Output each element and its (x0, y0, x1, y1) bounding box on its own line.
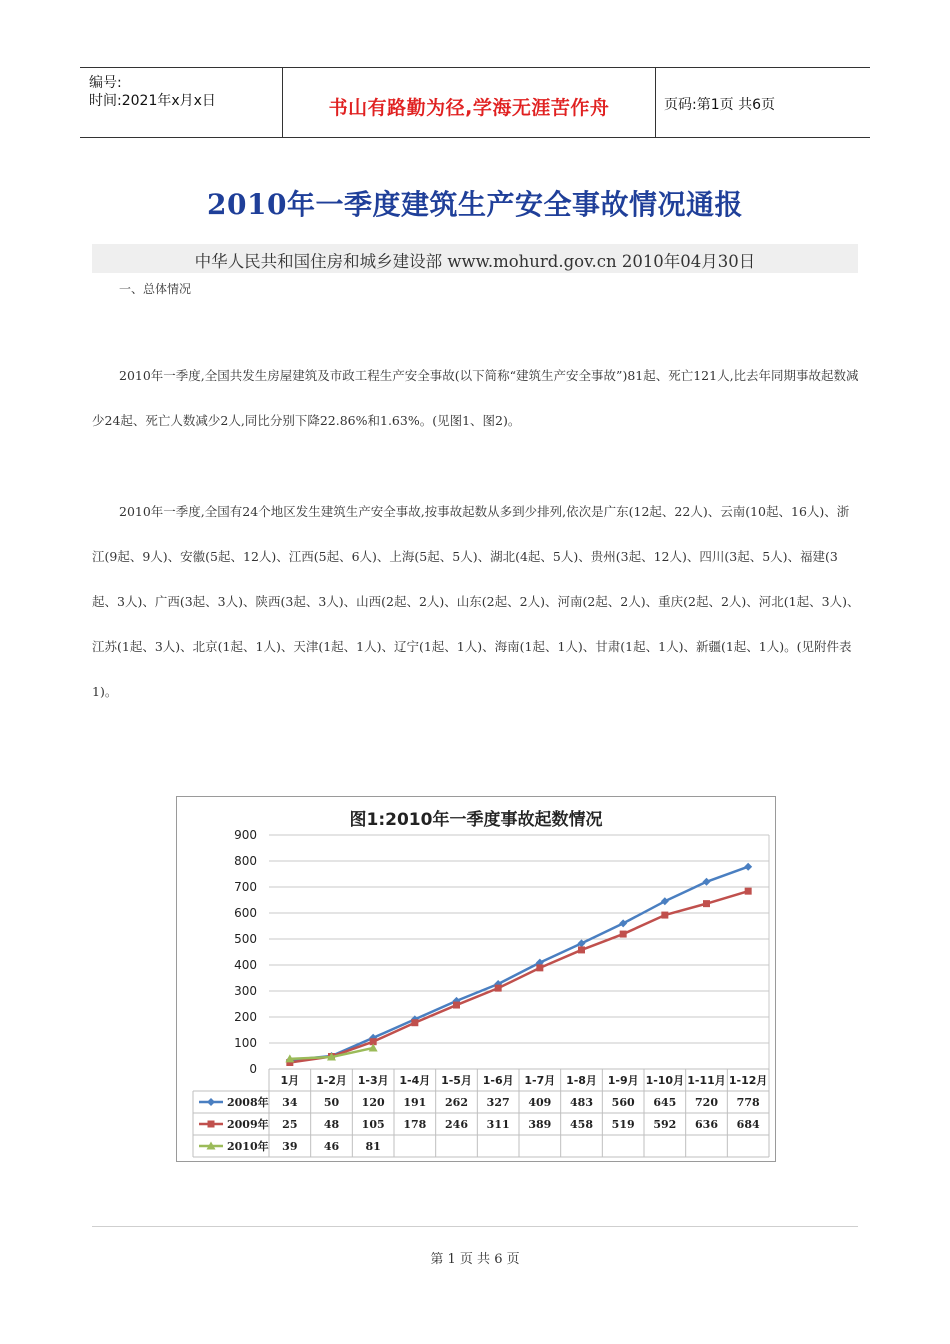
header-motto: 书山有路勤为径,学海无涯苦作舟 (328, 97, 610, 119)
table-value: 389 (528, 1118, 552, 1131)
document-title: 2010年一季度建筑生产安全事故情况通报 (207, 188, 743, 221)
source-bar (92, 244, 858, 273)
document-date-label: 时间:2021年x月x日 (89, 93, 216, 109)
y-tick-label: 300 (234, 984, 257, 998)
footer-divider (92, 1226, 858, 1227)
y-tick-label: 0 (249, 1062, 257, 1076)
table-value: 48 (323, 1118, 340, 1131)
table-value: 684 (736, 1118, 760, 1131)
series-line-2008年 (290, 867, 748, 1060)
x-category-label: 1-3月 (357, 1074, 389, 1087)
table-value: 519 (611, 1118, 635, 1131)
footer-page-number: 第 1 页 共 6 页 (430, 1252, 520, 1267)
section-heading: 一、总体情况 (119, 282, 192, 296)
y-tick-label: 100 (234, 1036, 257, 1050)
y-tick-label: 700 (234, 880, 257, 894)
table-value: 720 (695, 1096, 718, 1109)
y-tick-label: 500 (234, 932, 257, 946)
table-value: 34 (282, 1096, 298, 1109)
y-tick-label: 200 (234, 1010, 257, 1024)
point-marker-2009年 (703, 900, 710, 907)
table-value: 560 (611, 1096, 635, 1109)
table-value: 191 (403, 1096, 427, 1109)
x-category-label: 1-8月 (566, 1074, 597, 1087)
table-value: 46 (323, 1140, 340, 1153)
table-value: 39 (282, 1140, 298, 1153)
table-value: 409 (528, 1096, 552, 1109)
point-marker-2009年 (536, 964, 543, 971)
point-marker-2009年 (661, 912, 668, 919)
x-category-label: 1-7月 (524, 1074, 556, 1087)
document-number-label: 编号: (89, 75, 122, 91)
table-value: 592 (653, 1118, 677, 1131)
header-page-info: 页码:第1页 共6页 (664, 97, 775, 113)
header-motto-cell (282, 68, 656, 137)
table-value: 311 (486, 1118, 510, 1131)
legend-label: 2009年 (227, 1118, 269, 1131)
point-marker-2009年 (208, 1121, 215, 1128)
table-value: 120 (361, 1096, 385, 1109)
point-marker-2009年 (578, 946, 585, 953)
point-marker-2008年 (744, 863, 752, 871)
table-value: 178 (403, 1118, 427, 1131)
y-tick-label: 400 (234, 958, 257, 972)
table-value: 458 (570, 1118, 593, 1131)
table-value: 327 (486, 1096, 510, 1109)
header-table (80, 67, 870, 138)
point-marker-2008年 (207, 1098, 215, 1106)
x-category-label: 1-6月 (482, 1074, 514, 1087)
x-category-label: 1月 (280, 1074, 300, 1087)
table-value: 778 (736, 1096, 760, 1109)
x-category-label: 1-11月 (687, 1074, 726, 1087)
y-tick-label: 900 (234, 828, 257, 842)
table-value: 645 (653, 1096, 677, 1109)
chart-canvas (177, 797, 775, 1161)
point-marker-2009年 (495, 985, 502, 992)
series-line-2009年 (290, 891, 748, 1062)
point-marker-2009年 (620, 931, 627, 938)
source-line: 中华人民共和国住房和城乡建设部 www.mohurd.gov.cn 2010年04月30日 (194, 252, 756, 271)
x-category-label: 1-9月 (607, 1074, 639, 1087)
table-value: 262 (445, 1096, 468, 1109)
table-value: 105 (361, 1118, 385, 1131)
point-marker-2009年 (745, 888, 752, 895)
paragraph-regions: 2010年一季度,全国有24个地区发生建筑生产安全事故,按事故起数从多到少排列,依次是广东(12起、22人)、云南(10起、16人)、浙江(9起、9人)、安徽(5起、12人)、江西(5起、6人)、上海(5起、5人)、湖北(4起、5人)、贵州(3起、12人)、四川(3起、5人)、福建(3起、3人)、广西(3起、3人)、陕西(3起、3人)、山西(2起、2人)、山东(2起、2人)、河南(2起、2人)、重庆(2起、2人)、河北(1起、3人)、江苏(1起、3人)、北京(1起、1人)、天津(1起、1人)、辽宁(1起、1人)、海南(1起、1人)、甘肃(1起、1人)、新疆(1起、1人)。(见附件表1)。 (92, 504, 860, 699)
x-category-label: 1-12月 (728, 1074, 768, 1087)
legend-label: 2010年 (227, 1140, 269, 1153)
point-marker-2008年 (578, 939, 586, 947)
y-tick-label: 800 (234, 854, 257, 868)
point-marker-2009年 (453, 1002, 460, 1009)
x-category-label: 1-5月 (441, 1074, 472, 1087)
table-value: 81 (365, 1140, 381, 1153)
point-marker-2008年 (703, 878, 711, 886)
table-value: 246 (445, 1118, 468, 1131)
accident-count-chart (176, 796, 776, 1162)
y-tick-label: 600 (234, 906, 257, 920)
paragraph-summary: 2010年一季度,全国共发生房屋建筑及市政工程生产安全事故(以下简称“建筑生产安全事故”)81起、死亡121人,比去年同期事故起数减少24起、死亡人数减少2人,同比分别下降22.86%和1.63%。(见图1、图2)。 (92, 368, 859, 428)
header-page-cell (656, 68, 870, 137)
table-value: 636 (695, 1118, 718, 1131)
table-value: 50 (323, 1096, 340, 1109)
x-category-label: 1-2月 (316, 1074, 347, 1087)
x-category-label: 1-10月 (645, 1074, 685, 1087)
chart-title: 图1:2010年一季度事故起数情况 (349, 810, 603, 830)
header-meta-cell (80, 68, 281, 137)
legend-label: 2008年 (227, 1096, 269, 1109)
table-value: 483 (570, 1096, 593, 1109)
table-value: 25 (282, 1118, 298, 1131)
point-marker-2009年 (411, 1019, 418, 1026)
x-category-label: 1-4月 (399, 1074, 431, 1087)
